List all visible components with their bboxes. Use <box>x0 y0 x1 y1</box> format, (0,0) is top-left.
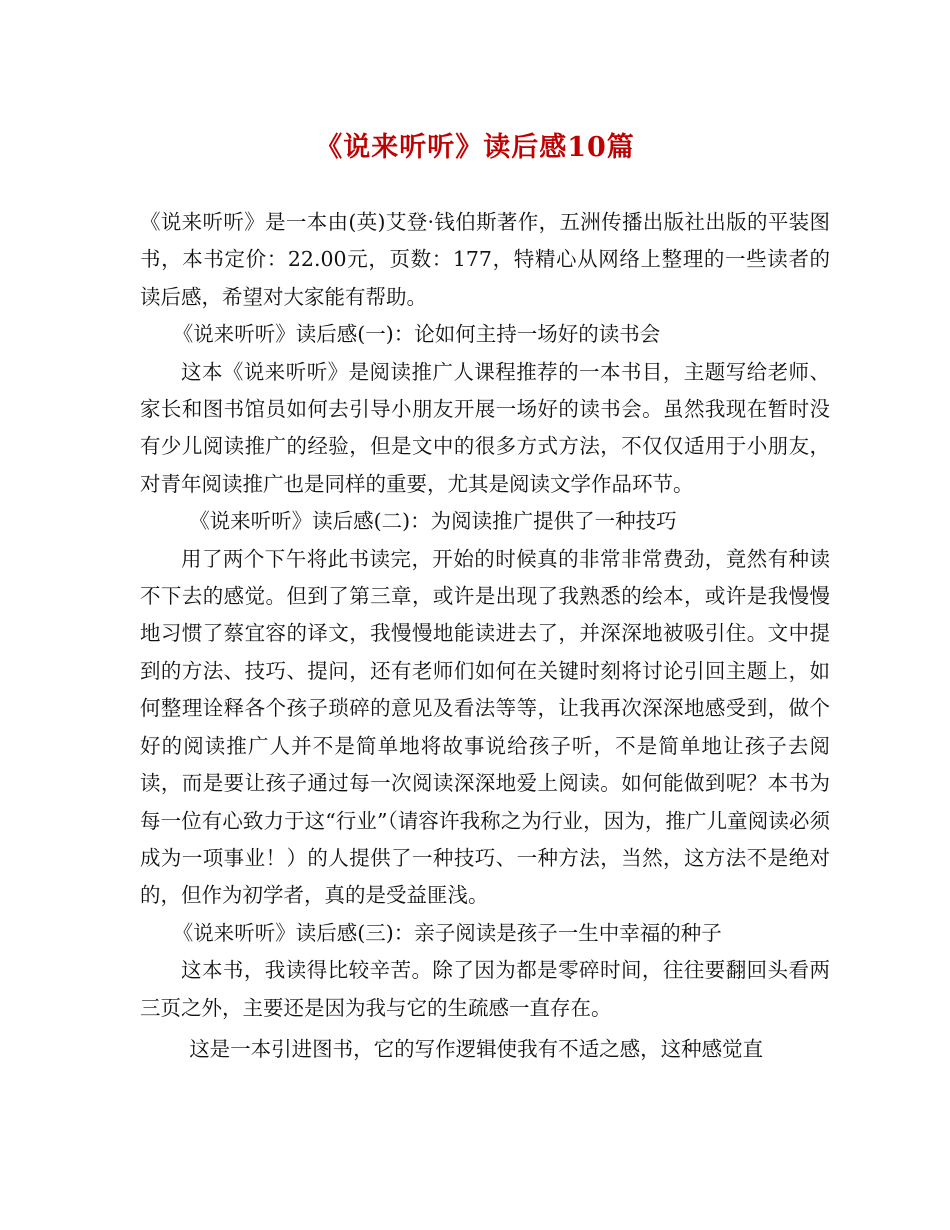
intro-paragraph: 《说来听听》是一本由(英)艾登·钱伯斯著作，五洲传播出版社出版的平装图书，本书定价：22.00元，页数：177，特精心从网络上整理的一些读者的读后感，希望对大家能有帮助。 <box>140 210 830 309</box>
section-body-2: 用了两个下午将此书读完，开始的时候真的非常非常费劲，竟然有种读不下去的感觉。但到了第三章，或许是出现了我熟悉的绘本，或许是我慢慢地习惯了蔡宜容的译文，我慢慢地能读进去了，并深深地被吸引住。文中提到的方法、技巧、提问，还有老师们如何在关键时刻将讨论引回主题上，如何整理诠释各个孩子琐碎的意见及看法等等，让我再次深深地感受到，做个好的阅读推广人并不是简单地将故事说给孩子听，不是简单地让孩子去阅读，而是要让孩子通过每一次阅读深深地爱上阅读。如何能做到呢？本书为每一位有心致力于这“行业”（请容许我称之为行业，因为，推广儿童阅读必须成为一项事业！）的人提供了一种技巧、一种方法，当然，这方法不是绝对的，但作为初学者，真的是受益匪浅。 <box>140 546 830 908</box>
section-body-3: 这本书，我读得比较辛苦。除了因为都是零碎时间，往往要翻回头看两三页之外，主要还是因为我与它的生疏感一直存在。 <box>140 958 830 1020</box>
section-heading-3: 《说来听听》读后感(三)：亲子阅读是孩子一生中幸福的种子 <box>172 920 722 945</box>
section-heading-2: 《说来听听》读后感(二)：为阅读推广提供了一种技巧 <box>189 509 677 534</box>
document-body <box>140 204 830 1068</box>
section-body-3-continued: 这是一本引进图书，它的写作逻辑使我有不适之感，这种感觉直 <box>189 1036 764 1061</box>
document-title: 《说来听听》读后感10篇 <box>315 132 635 163</box>
section-body-1: 这本《说来听听》是阅读推广人课程推荐的一本书目，主题写给老师、家长和图书馆员如何去引导小朋友开展一场好的读书会。虽然我现在暂时没有少儿阅读推广的经验，但是文中的很多方式方法，不仅仅适用于小朋友，对青年阅读推广也是同样的重要，尤其是阅读文学作品环节。 <box>140 359 830 496</box>
section-heading-1: 《说来听听》读后感(一)：论如何主持一场好的读书会 <box>172 322 661 347</box>
